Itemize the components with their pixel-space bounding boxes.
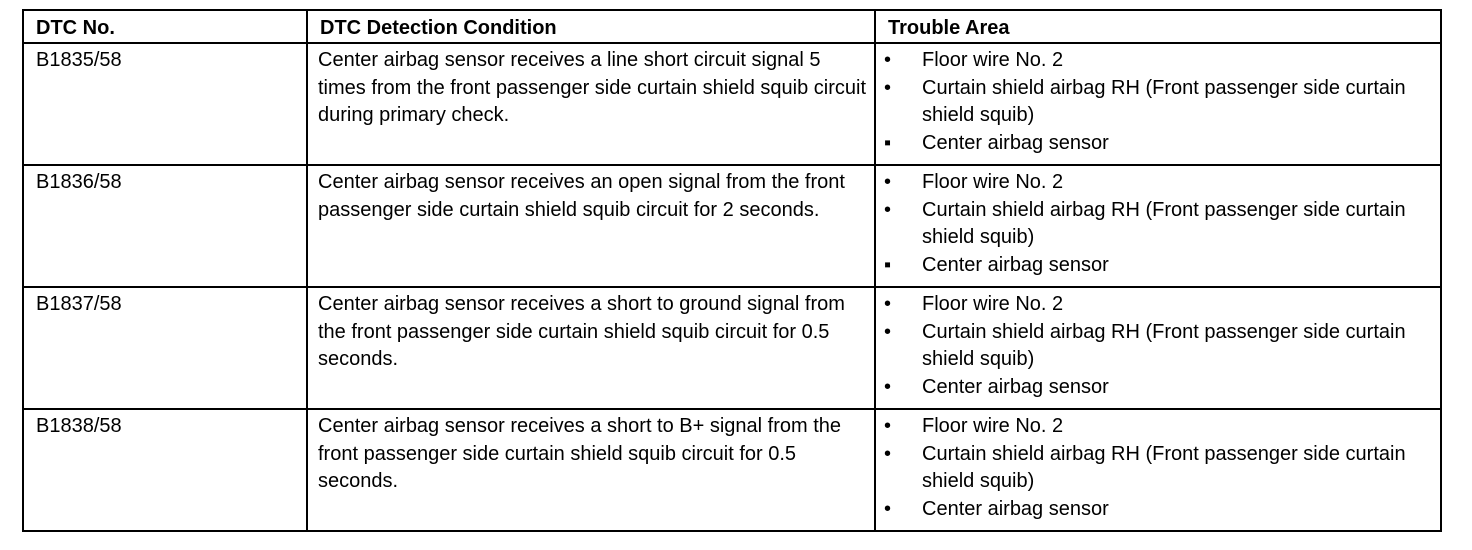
trouble-area-text: Center airbag sensor	[922, 131, 1109, 154]
trouble-area-cell	[875, 165, 1441, 287]
trouble-area-text: Center airbag sensor	[922, 253, 1109, 276]
header-trouble-area: Trouble Area	[875, 10, 1441, 43]
list-item	[882, 374, 1434, 402]
table-header	[23, 10, 1441, 43]
detection-condition-cell: Center airbag sensor receives a short to B+ signal from the front passenger side curtain shield squib circuit for 0.5 seconds.	[307, 409, 875, 531]
trouble-area-list	[882, 413, 1434, 523]
trouble-area-text: Center airbag sensor	[922, 497, 1109, 520]
dtc-code-cell: B1835/58	[23, 43, 307, 165]
trouble-area-text: Curtain shield airbag RH (Front passenger side curtain shield squib)	[922, 442, 1406, 492]
header-detection-condition: DTC Detection Condition	[307, 10, 875, 43]
trouble-area-list	[882, 291, 1434, 401]
list-item	[882, 252, 1434, 280]
trouble-area-list	[882, 47, 1434, 157]
bullet-icon: •	[884, 198, 892, 221]
list-item	[882, 413, 1434, 441]
detection-condition-cell: Center airbag sensor receives an open signal from the front passenger side curtain shield squib circuit for 2 seconds.	[307, 165, 875, 287]
table-body	[23, 43, 1441, 531]
header-dtc-no: DTC No.	[23, 10, 307, 43]
table-row	[23, 43, 1441, 165]
list-item	[882, 441, 1434, 496]
list-item	[882, 197, 1434, 252]
bullet-icon: •	[884, 442, 892, 465]
dtc-code-cell: B1838/58	[23, 409, 307, 531]
table-row	[23, 165, 1441, 287]
list-item	[882, 75, 1434, 130]
detection-condition-cell: Center airbag sensor receives a line short circuit signal 5 times from the front passenger side curtain shield squib circuit during primary check.	[307, 43, 875, 165]
list-item	[882, 130, 1434, 158]
trouble-area-cell	[875, 43, 1441, 165]
trouble-area-text: Curtain shield airbag RH (Front passenger side curtain shield squib)	[922, 198, 1406, 248]
table-row	[23, 287, 1441, 409]
bullet-icon: •	[884, 171, 892, 193]
dtc-code-cell: B1837/58	[23, 287, 307, 409]
bullet-icon: •	[884, 375, 892, 398]
trouble-area-text: Curtain shield airbag RH (Front passenger side curtain shield squib)	[922, 320, 1406, 370]
header-row	[23, 10, 1441, 43]
list-item	[882, 319, 1434, 374]
list-item	[882, 47, 1434, 75]
square-bullet-icon: ▪	[884, 131, 892, 154]
bullet-icon: •	[884, 320, 892, 343]
trouble-area-text: Floor wire No. 2	[922, 415, 1064, 437]
trouble-area-cell	[875, 287, 1441, 409]
trouble-area-text: Center airbag sensor	[922, 375, 1109, 398]
bullet-icon: •	[884, 293, 892, 315]
list-item	[882, 169, 1434, 197]
bullet-icon: •	[884, 415, 892, 437]
list-item	[882, 496, 1434, 524]
detection-condition-cell: Center airbag sensor receives a short to ground signal from the front passenger side curtain shield squib circuit for 0.5 seconds.	[307, 287, 875, 409]
dtc-code-cell: B1836/58	[23, 165, 307, 287]
table-row	[23, 409, 1441, 531]
bullet-icon: •	[884, 76, 892, 99]
trouble-area-list	[882, 169, 1434, 279]
square-bullet-icon: ▪	[884, 253, 892, 276]
dtc-table	[22, 9, 1442, 532]
trouble-area-text: Floor wire No. 2	[922, 171, 1064, 193]
bullet-icon: •	[884, 497, 892, 520]
trouble-area-text: Curtain shield airbag RH (Front passenger side curtain shield squib)	[922, 76, 1406, 126]
trouble-area-text: Floor wire No. 2	[922, 49, 1064, 71]
list-item	[882, 291, 1434, 319]
trouble-area-cell	[875, 409, 1441, 531]
trouble-area-text: Floor wire No. 2	[922, 293, 1064, 315]
bullet-icon: •	[884, 49, 892, 71]
